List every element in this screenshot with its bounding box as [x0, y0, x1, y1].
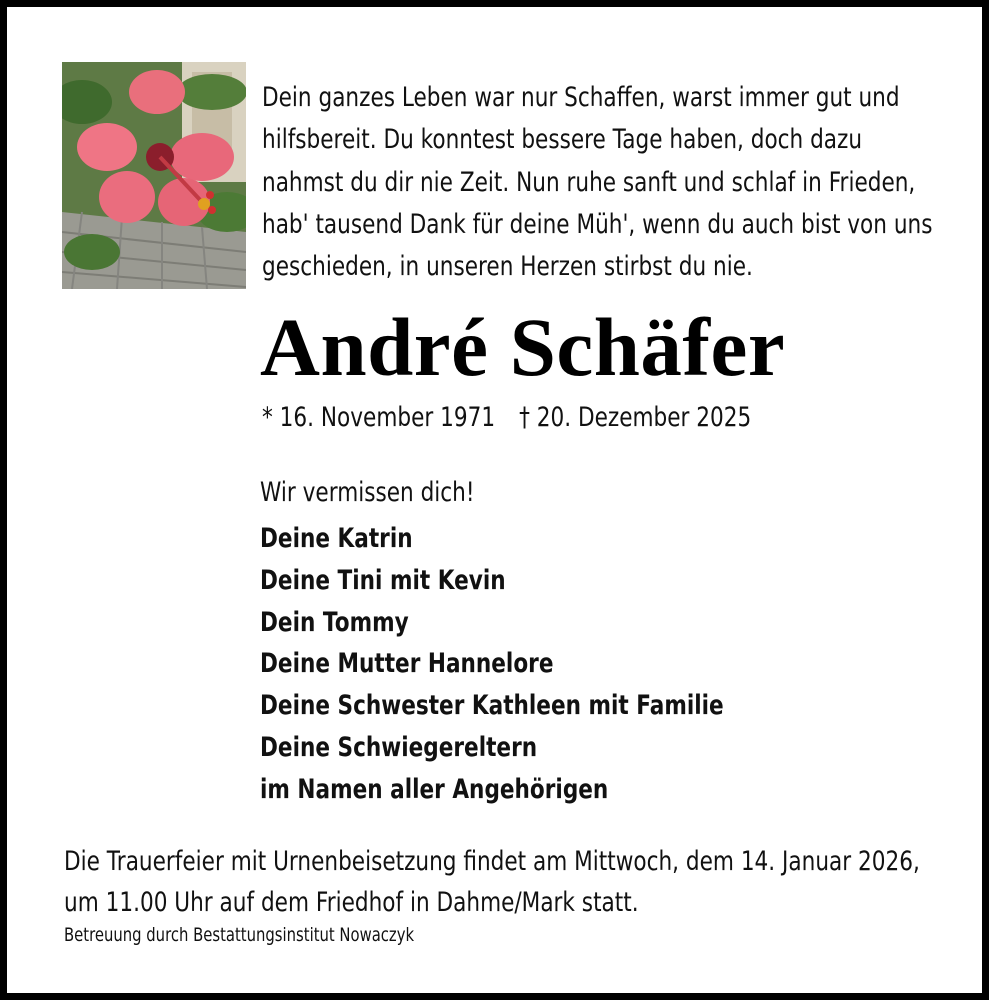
mourners-list — [260, 518, 724, 811]
flower-image — [62, 62, 246, 289]
poem-line: hilfsbereit. Du konntest bessere Tage haben, doch dazu — [262, 124, 863, 156]
hibiscus-flower-photo — [62, 62, 246, 289]
death-date: † 20. Dezember 2025 — [519, 402, 752, 433]
deceased-name: André Schäfer — [260, 301, 786, 393]
poem-line: nahmst du dir nie Zeit. Nun ruhe sanft und schlaf in Frieden, — [262, 166, 916, 198]
mourner: Deine Tini mit Kevin — [260, 564, 506, 596]
poem-line: Dein ganzes Leben war nur Schaffen, warst immer gut und — [262, 82, 900, 113]
birth-date: * 16. November 1971 — [262, 402, 496, 433]
poem-line: hab' tausend Dank für deine Müh', wenn du auch bist von uns — [262, 208, 933, 240]
mourner: Deine Schwiegereltern — [260, 731, 538, 763]
poem-line: geschieden, in unseren Herzen stirbst du nie. — [262, 251, 753, 283]
mourner: Deine Mutter Hannelore — [260, 648, 554, 680]
mourner: Dein Tommy — [260, 606, 409, 638]
funeral-details — [64, 841, 920, 923]
life-dates — [262, 400, 751, 436]
poem — [262, 77, 932, 288]
funeral-home-credit: Betreuung durch Bestattungsinstitut Nowaczyk — [64, 924, 415, 946]
tribute-text: Wir vermissen dich! — [260, 477, 475, 508]
mourner: Deine Schwester Kathleen mit Familie — [260, 690, 724, 722]
mourner: im Namen aller Angehörigen — [260, 773, 609, 805]
mourner: Deine Katrin — [260, 523, 413, 554]
funeral-line: um 11.00 Uhr auf dem Friedhof in Dahme/Mark statt. — [64, 887, 639, 918]
funeral-line: Die Trauerfeier mit Urnenbeisetzung findet am Mittwoch, dem 14. Januar 2026, — [64, 846, 920, 877]
